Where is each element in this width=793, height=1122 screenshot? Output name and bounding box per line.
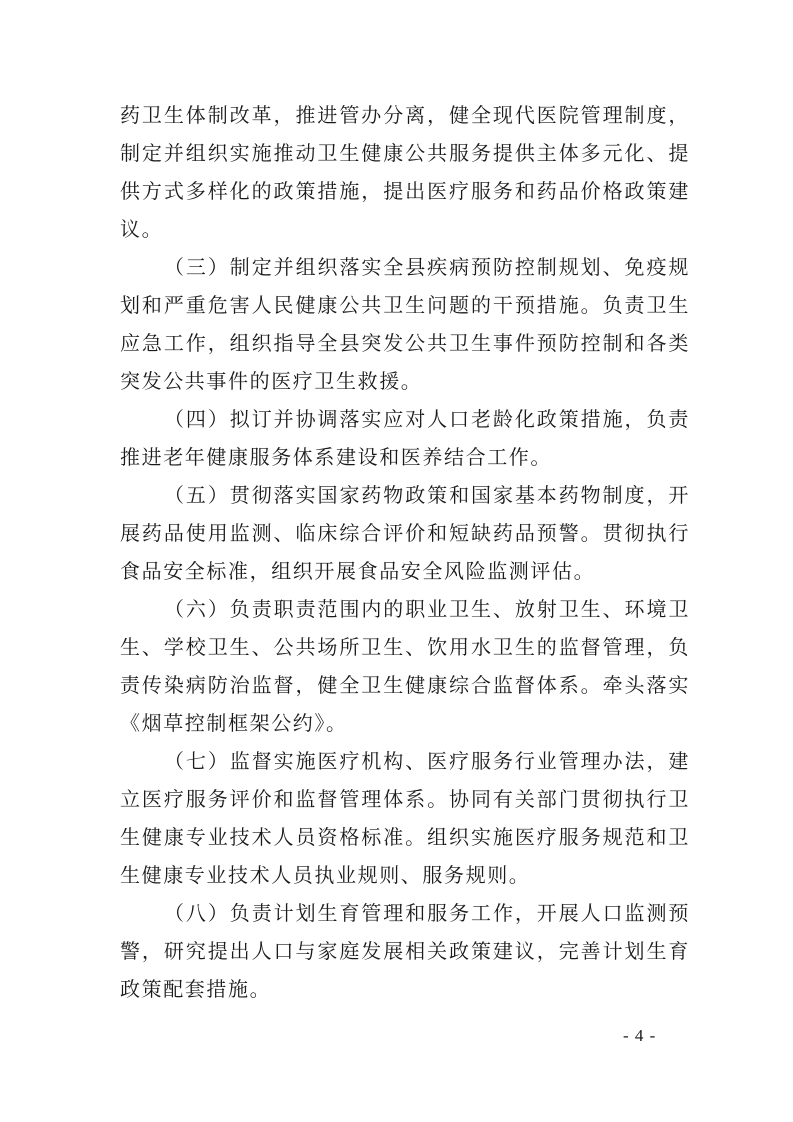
paragraph-item-5: （五）贯彻落实国家药物政策和国家基本药物制度，开展药品使用监测、临床综合评价和短缺药品预警。贯彻执行食品安全标准，组织开展食品安全风险监测评估。 [120, 483, 690, 583]
paragraph-item-4: （四）拟订并协调落实应对人口老龄化政策措施，负责推进老年健康服务体系建设和医养结合工作。 [120, 407, 690, 469]
paragraph-continuation: 药卫生体制改革，推进管办分离，健全现代医院管理制度，制定并组织实施推动卫生健康公共服务提供主体多元化、提供方式多样化的政策措施，提出医疗服务和药品价格政策建议。 [120, 103, 690, 241]
paragraph-item-3: （三）制定并组织落实全县疾病预防控制规划、免疫规划和严重危害人民健康公共卫生问题的干预措施。负责卫生应急工作，组织指导全县突发公共卫生事件预防控制和各类突发公共事件的医疗卫生救援。 [120, 255, 690, 393]
paragraph-item-8: （八）负责计划生育管理和服务工作，开展人口监测预警，研究提出人口与家庭发展相关政策建议，完善计划生育政策配套措施。 [120, 901, 690, 1001]
page-number: - 4 - [623, 1026, 657, 1045]
paragraph-item-7: （七）监督实施医疗机构、医疗服务行业管理办法，建立医疗服务评价和监督管理体系。协同有关部门贯彻执行卫生健康专业技术人员资格标准。组织实施医疗服务规范和卫生健康专业技术人员执业规则、服务规则。 [120, 749, 690, 887]
document-body [120, 96, 690, 1008]
paragraph-item-6: （六）负责职责范围内的职业卫生、放射卫生、环境卫生、学校卫生、公共场所卫生、饮用水卫生的监督管理，负责传染病防治监督，健全卫生健康综合监督体系。牵头落实《烟草控制框架公约》。 [120, 597, 690, 735]
